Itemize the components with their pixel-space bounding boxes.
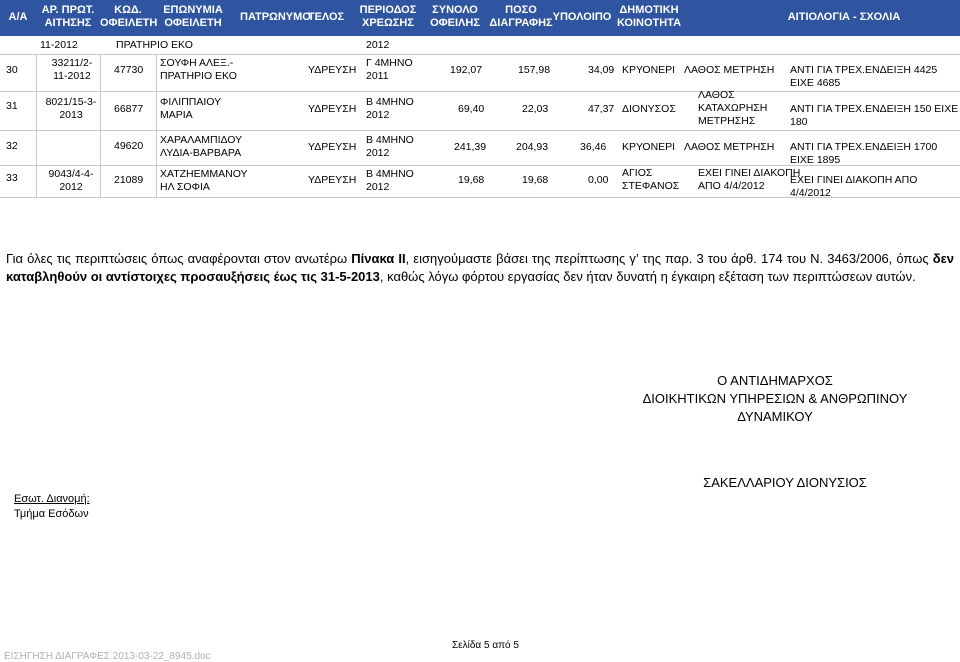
cell-synolo: 19,68 — [458, 174, 485, 186]
distribution-title: Εσωτ. Διανομή: — [14, 493, 90, 505]
cell-lathos: ΛΑΘΟΣ ΚΑΤΑΧΩΡΗΣΗ ΜΕΤΡΗΣΗΣ — [698, 89, 768, 127]
para-bold-table-ref: Πίνακα ΙΙ — [351, 251, 406, 266]
row-divider — [0, 91, 960, 92]
para-text-2: , εισηγούμαστε βάσει της περίπτωσης γ’ της παρ. 3 του άρθ. 174 του Ν. 3463/2006, όπως — [405, 251, 933, 266]
header-patronymo: ΠΑΤΡΩΝΥΜΟ — [240, 11, 311, 23]
cell-poso: 157,98 — [518, 64, 551, 76]
group-row — [0, 36, 960, 55]
group-name: ΠΡΑΤΗΡΙΟ ΕΚΟ — [116, 39, 193, 51]
signature-block — [610, 372, 940, 426]
signature-dept: ΔΙΟΙΚΗΤΙΚΩΝ ΥΠΗΡΕΣΙΩΝ & ΑΝΘΡΩΠΙΝΟΥ — [642, 391, 908, 406]
cell-ar: 33211/2- 11-2012 — [51, 57, 93, 82]
header-ypoloipo: ΥΠΟΛΟΙΠΟ — [552, 11, 612, 23]
cell-telos: ΥΔΡΕΥΣΗ — [308, 64, 357, 76]
header-eponymia: ΕΠΩΝΥΜΙΑ ΟΦΕΙΛΕΤΗ — [163, 4, 223, 29]
cell-koinotita: ΔΙΟΝΥΣΟΣ — [622, 103, 676, 115]
cell-eponymia: ΦΙΛΙΠΠΑΙΟΥ ΜΑΡΙΑ — [160, 96, 222, 121]
header-kod: ΚΩΔ. ΟΦΕΙΛΕΤΗ — [100, 4, 158, 29]
recommendation-paragraph — [6, 250, 954, 286]
signature-name: ΣΑΚΕΛΛΑΡΙΟΥ ΔΙΟΝΥΣΙΟΣ — [703, 475, 867, 490]
cell-eponymia: ΣΟΥΦΗ ΑΛΕΞ.- ΠΡΑΤΗΡΙΟ ΕΚΟ — [160, 57, 237, 82]
para-text-1: Για όλες τις περιπτώσεις όπως αναφέρονται στον ανωτέρω — [6, 251, 352, 266]
cell-eponymia: ΧΑΡΑΛΑΜΠΙΔΟΥ ΛΥΔΙΑ-ΒΑΡΒΑΡΑ — [160, 134, 243, 159]
cell-aa: 33 — [6, 172, 18, 184]
group-year: 2012 — [366, 39, 390, 51]
para-text-3: , καθώς λόγω φόρτου εργασίας δεν ήταν δυνατή η έγκαιρη εξέταση των περιπτώσεων αυτών. — [379, 269, 916, 284]
cell-eponymia: ΧΑΤΖΗΕΜΜΑΝΟΥ ΗΛ ΣΟΦΙΑ — [160, 168, 248, 193]
cell-sxolia: ΑΝΤΙ ΓΙΑ ΤΡΕΧ.ΕΝΔΕΙΞΗ 1700 ΕΙΧΕ 1895 — [790, 141, 938, 166]
header-aitiologia: ΑΙΤΙΟΛΟΓΙΑ - ΣΧΟΛΙΑ — [787, 11, 901, 23]
cell-ypoloipo: 34,09 — [588, 64, 615, 76]
footer-filename: ΕΙΣΗΓΗΣΗ ΔΙΑΓΡΑΦΕΣ 2013-03-22_8945.doc — [4, 651, 211, 662]
cell-aa: 30 — [6, 64, 18, 76]
page-number: Σελίδα 5 από 5 — [452, 640, 519, 651]
cell-koinotita: ΑΓΙΟΣ ΣΤΕΦΑΝΟΣ — [622, 167, 680, 192]
col-divider — [36, 54, 37, 197]
cell-telos: ΥΔΡΕΥΣΗ — [308, 103, 357, 115]
cell-kod: 49620 — [114, 140, 144, 152]
cell-periodos: Β 4ΜΗΝΟ 2012 — [366, 96, 414, 121]
signature-dept-2: ΔΥΝΑΜΙΚΟΥ — [737, 409, 813, 424]
cell-sxolia: ΑΝΤΙ ΓΙΑ ΤΡΕΧ.ΕΝΔΕΙΞΗ 150 ΕΙΧΕ 180 — [790, 103, 959, 128]
cell-aa: 31 — [6, 100, 18, 112]
header-synolo: ΣΥΝΟΛΟ ΟΦΕΙΛΗΣ — [430, 4, 480, 29]
header-dimotiki: ΔΗΜΟΤΙΚΗ ΚΟΙΝΟΤΗΤΑ — [616, 4, 682, 29]
cell-sxolia: ΕΧΕΙ ΓΙΝΕΙ ΔΙΑΚΟΠΗ ΑΠΟ 4/4/2012 — [790, 174, 918, 199]
col-divider — [156, 54, 157, 197]
cell-periodos: Γ 4ΜΗΝΟ 2011 — [366, 57, 413, 82]
group-code: 11-2012 — [40, 39, 78, 51]
distribution-item: Τμήμα Εσόδων — [14, 508, 89, 520]
para-bold-condition: δεν καταβληθούν οι αντίστοιχες προσαυξήσεις έως τις 31-5-2013 — [6, 251, 954, 284]
cell-poso: 19,68 — [522, 174, 549, 186]
header-poso: ΠΟΣΟ ΔΙΑΓΡΑΦΗΣ — [489, 4, 553, 29]
cell-lathos: ΛΑΘΟΣ ΜΕΤΡΗΣΗ — [684, 141, 775, 153]
distribution-block — [14, 492, 90, 522]
cell-synolo: 192,07 — [450, 64, 483, 76]
cell-periodos: Β 4ΜΗΝΟ 2012 — [366, 168, 414, 193]
cell-telos: ΥΔΡΕΥΣΗ — [308, 174, 357, 186]
cell-lathos: ΕΧΕΙ ΓΙΝΕΙ ΔΙΑΚΟΠΗ ΑΠΟ 4/4/2012 — [698, 167, 801, 192]
header-ar-prot: ΑΡ. ΠΡΩΤ. ΑΙΤΗΣΗΣ — [41, 4, 95, 29]
signature-title: Ο ΑΝΤΙΔΗΜΑΡΧΟΣ — [717, 373, 833, 388]
cell-periodos: Β 4ΜΗΝΟ 2012 — [366, 134, 414, 159]
row-divider — [0, 130, 960, 131]
cell-synolo: 241,39 — [454, 141, 487, 153]
cell-ar: 8021/15-3- 2013 — [45, 96, 97, 121]
header-telos: ΤΕΛΟΣ — [307, 11, 345, 23]
cell-ypoloipo: 0,00 — [588, 174, 609, 186]
cell-aa: 32 — [6, 140, 18, 152]
cell-koinotita: ΚΡΥΟΝΕΡΙ — [622, 141, 676, 153]
cell-kod: 21089 — [114, 174, 144, 186]
cell-koinotita: ΚΡΥΟΝΕΡΙ — [622, 64, 676, 76]
cell-ypoloipo: 47,37 — [588, 103, 615, 115]
table-header — [0, 0, 960, 36]
col-divider — [100, 54, 101, 197]
cell-sxolia: ΑΝΤΙ ΓΙΑ ΤΡΕΧ.ΕΝΔΕΙΞΗ 4425 ΕΙΧΕ 4685 — [790, 64, 938, 89]
cell-kod: 66877 — [114, 103, 144, 115]
cell-poso: 22,03 — [522, 103, 549, 115]
cell-ar: 9043/4-4- 2012 — [48, 168, 94, 193]
cell-poso: 204,93 — [516, 141, 549, 153]
cell-telos: ΥΔΡΕΥΣΗ — [308, 141, 357, 153]
cell-lathos: ΛΑΘΟΣ ΜΕΤΡΗΣΗ — [684, 64, 775, 76]
header-periodos: ΠΕΡΙΟΔΟΣ ΧΡΕΩΣΗΣ — [359, 4, 417, 29]
cell-synolo: 69,40 — [458, 103, 485, 115]
cell-ypoloipo: 36,46 — [580, 141, 607, 153]
cell-kod: 47730 — [114, 64, 144, 76]
header-aa: Α/Α — [8, 11, 28, 23]
